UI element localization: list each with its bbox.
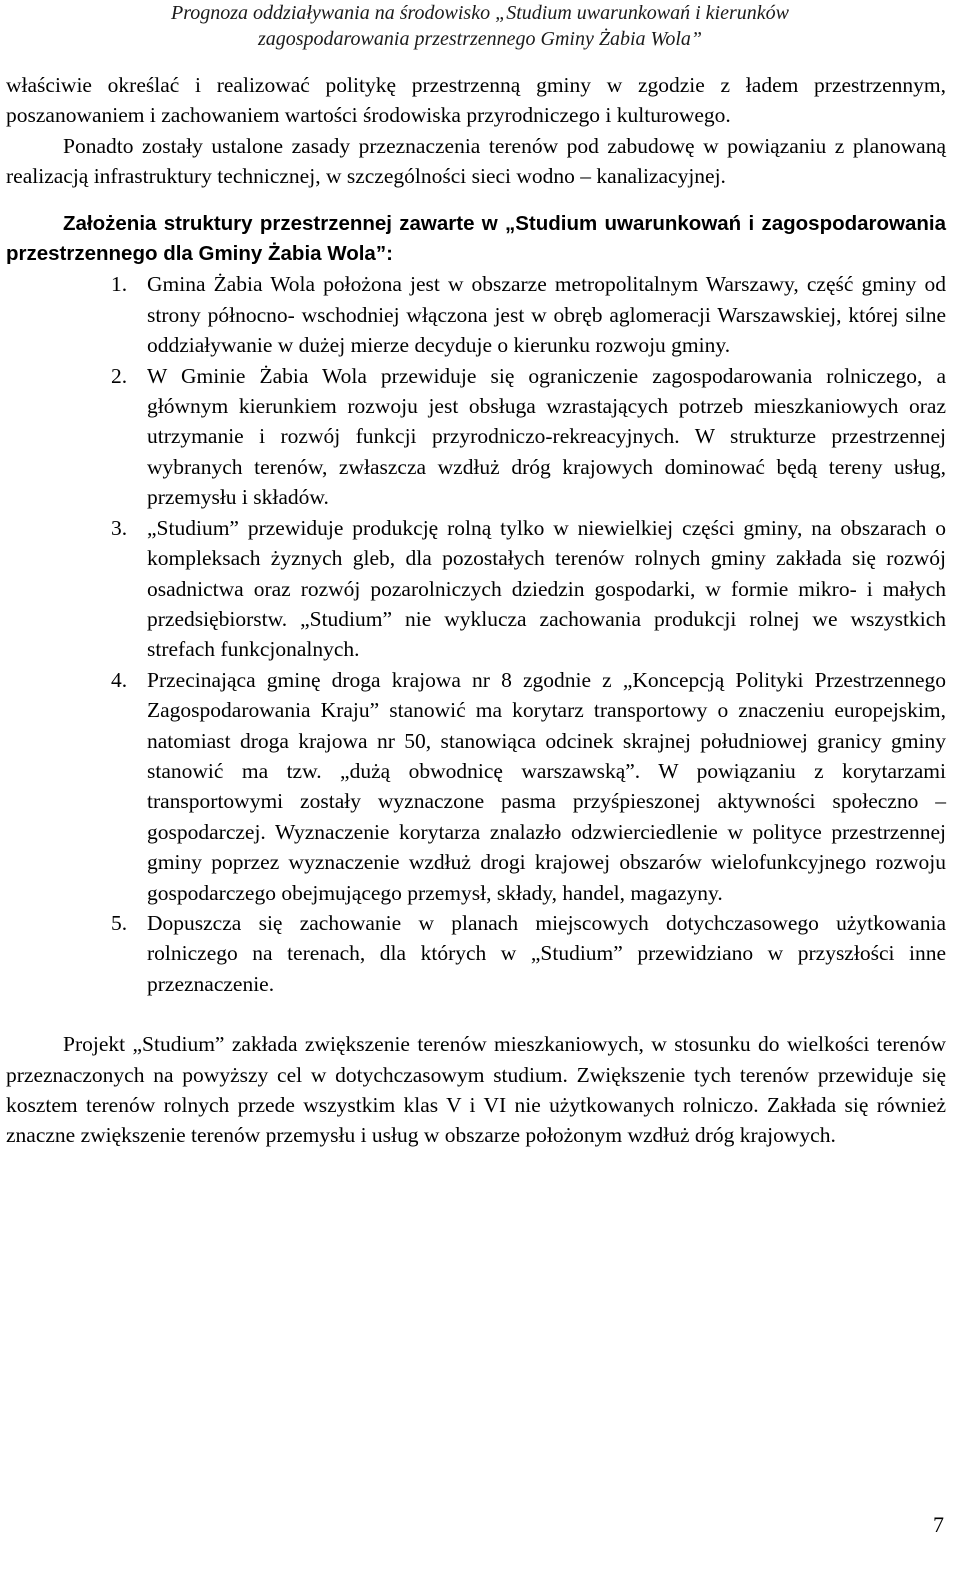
list-item-text: „Studium” przewiduje produkcję rolną tylko w niewielkiej części gminy, na obszarach o kompleksach żyznych gleb, dla pozostałych terenów rolnych gminy zakłada się rozwój osadnictwa oraz rozwój pozarolniczych dziedzin gospodarki, w formie mikro- i małych przedsiębiorstw. „Studium” nie wyklucza zachowania produkcji rolnej we wszystkich strefach funkcjonalnych. [147, 515, 946, 662]
list-item-number: 1. [111, 272, 128, 297]
list-item-text: Dopuszcza się zachowanie w planach miejscowych dotychczasowego użytkowania rolniczego na terenach, dla których w „Studium” przewidziano w przyszłości inne przeznaczenie. [147, 910, 946, 996]
list-item-number: 3. [111, 515, 128, 540]
list-item-text: Przecinająca gminę droga krajowa nr 8 zgodnie z „Koncepcją Polityki Przestrzennego Zagospodarowania Kraju” stanowić ma korytarz transportowy o znaczeniu europejskim, natomiast droga krajowa nr 50, stanowiąca odcinek skrajnej południowej granicy gminy stanowić ma tzw. „dużą obwodnicę warszawską”. W powiązaniu z korytarzami transportowymi zostały wyznaczone pasma przyśpieszonej aktywności społeczno – gospodarczej. Wyznaczenie korytarza znalazło odzwierciedlenie w polityce przestrzennej gminy poprzez wyznaczenie wzdłuż drogi krajowej obszarów wielofunkcyjnego rozwoju gospodarczego obejmującego przemysł, składy, handel, magazyny. [147, 667, 946, 905]
list-item [6, 361, 946, 513]
page-number: 7 [933, 1512, 944, 1537]
section-heading: Założenia struktury przestrzennej zawarte w „Studium uwarunkowań i zagospodarowania przestrzennego dla Gminy Żabia Wola”: [6, 211, 946, 266]
list-item [6, 513, 946, 665]
list-item [6, 665, 946, 908]
paragraph-principles: Ponadto zostały ustalone zasady przeznaczenia terenów pod zabudowę w powiązaniu z planowaną realizacją infrastruktury technicznej, w szczególności sieci wodno – kanalizacyjnej. [6, 133, 946, 189]
paragraph-continuation: właściwie określać i realizować politykę przestrzenną gminy w zgodzie z ładem przestrzennym, poszanowaniem i zachowaniem wartości środowiska przyrodniczego i kulturowego. [6, 73, 946, 128]
document-body [6, 70, 946, 1151]
list-item [6, 269, 946, 360]
list-item-number: 4. [111, 667, 128, 692]
list-item [6, 908, 946, 999]
page-header [0, 0, 960, 52]
list-item-text: W Gminie Żabia Wola przewiduje się ograniczenie zagospodarowania rolniczego, a głównym kierunkiem rozwoju jest obsługa wzrastających potrzeb mieszkaniowych oraz utrzymanie i rozwój funkcji przyrodniczo-rekreacyjnych. W strukturze przestrzennej wybranych terenów, zwłaszcza wzdłuż dróg krajowych dominować będą tereny usług, przemysłu i składów. [147, 363, 946, 510]
list-item-text: Gmina Żabia Wola położona jest w obszarze metropolitalnym Warszawy, część gminy od strony północno- wschodniej włączona jest w obręb aglomeracji Warszawskiej, której silne oddziaływanie w dużej mierze decyduje o kierunku rozwoju gminy. [147, 272, 946, 358]
list-item-number: 5. [111, 910, 128, 935]
closing-paragraph: Projekt „Studium” zakłada zwiększenie terenów mieszkaniowych, w stosunku do wielkości terenów przeznaczonych na powyższy cel w dotychczasowym studium. Zwiększenie tych terenów przewiduje się kosztem terenów rolnych przede wszystkim klas V i VI nie użytkowanych rolniczo. Zakłada się również znaczne zwiększenie terenów przemysłu i usług w obszarze położonym wzdłuż dróg krajowych. [6, 1032, 946, 1148]
assumptions-list [6, 269, 946, 999]
header-line-1: Prognoza oddziaływania na środowisko „Studium uwarunkowań i kierunków [171, 2, 789, 24]
header-line-2: zagospodarowania przestrzennego Gminy Żabia Wola” [257, 28, 703, 50]
list-item-number: 2. [111, 363, 128, 388]
